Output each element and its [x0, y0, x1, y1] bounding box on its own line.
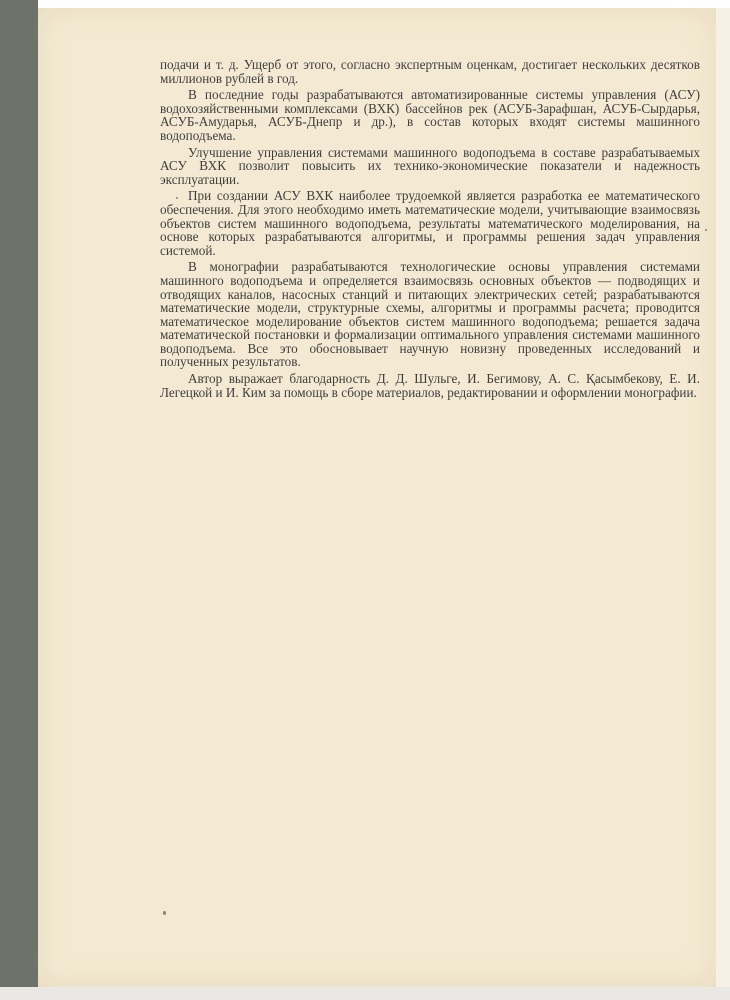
- paper-right-edge: [716, 8, 730, 987]
- scanner-left-margin: [0, 0, 38, 988]
- paragraph: В последние годы разрабатываются автоматизированные системы управления (АСУ) водохозяйственными комплексами (ВХК) бассейнов рек (АСУБ-Зарафшан, АСУБ-Сырдарья, АСУБ-Амударья, АСУБ-Днепр и др.), в состав которых входят системы машинного водоподъема.: [160, 87, 700, 143]
- document-body: [160, 58, 700, 402]
- paragraph: В монографии разрабатываются технологические основы управления системами машинного водоподъема и определяется взаимосвязь основных объектов — подводящих и отводящих каналов, насосных станций и питающих электрических сетей; разрабатываются математические модели, структурные схемы, алгоритмы и программы расчета; проводится математическое моделирование объектов систем машинного водоподъема; решается задача математической постановки и формализации оптимального управления системами машинного водоподъема. Все это обосновывает научную новизну проведенных исследований и полученных результатов.: [160, 259, 700, 370]
- scanner-bottom-edge: [0, 987, 730, 1000]
- paragraph: Автор выражает благодарность Д. Д. Шульге, И. Бегимову, А. С. Қасымбекову, Е. И. Легецкой и И. Ким за помощь в сборе материалов, редактировании и оформлении монографии.: [160, 371, 700, 400]
- paper-speck: [163, 911, 166, 915]
- paragraph: подачи и т. д. Ущерб от этого, согласно экспертным оценкам, достигает нескольких десятков миллионов рублей в год.: [160, 57, 700, 86]
- paragraph: При создании АСУ ВХК наиболее трудоемкой является разработка ее математического обеспечения. Для этого необходимо иметь математические модели, учитывающие взаимосвязь объектов систем машинного водоподъема, результаты математического моделирования, на основе которых разрабатываются алгоритмы, и программы решения задач управления системой.: [160, 188, 700, 258]
- paragraph: Улучшение управления системами машинного водоподъема в составе разрабатываемых АСУ ВХК позволит повысить их технико-экономические показатели и надежность эксплуатации.: [160, 144, 700, 187]
- paper-speck: [705, 229, 707, 231]
